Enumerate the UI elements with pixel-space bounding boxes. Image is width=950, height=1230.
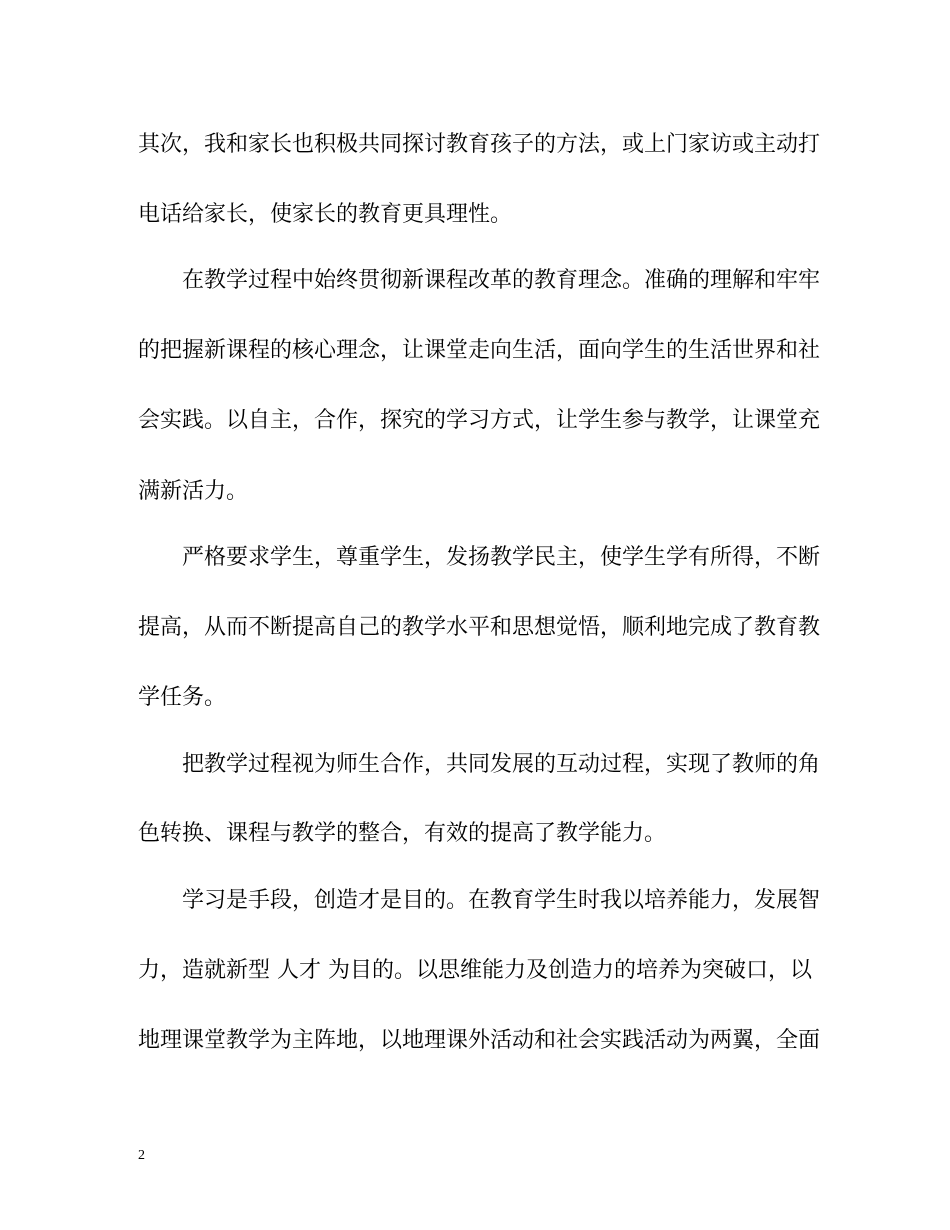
text-line: 的把握新课程的核心理念，让课堂走向生活，面向学生的生活世界和社 (138, 338, 821, 363)
text-line: 力，造就新型 人才 为目的。以思维能力及创造力的培养为突破口，以 (138, 958, 812, 983)
text-line: 在教学过程中始终贯彻新课程改革的教育理念。准确的理解和牢牢 (182, 268, 821, 293)
text-line: 色转换、课程与教学的整合，有效的提高了教学能力。 (138, 821, 667, 846)
text-line: 把教学过程视为师生合作，共同发展的互动过程，实现了教师的角 (182, 752, 821, 777)
text-line: 学习是手段，创造才是目的。在教育学生时我以培养能力，发展智 (182, 888, 821, 913)
text-line: 会实践。以自主，合作，探究的学习方式，让学生参与教学，让课堂充 (138, 408, 821, 433)
text-line: 满新活力。 (138, 479, 249, 504)
text-line: 电话给家长，使家长的教育更具理性。 (138, 202, 513, 227)
text-line: 学任务。 (138, 685, 227, 710)
text-line: 严格要求学生，尊重学生，发扬教学民主，使学生学有所得，不断 (182, 545, 821, 570)
page-number: 2 (138, 1148, 145, 1163)
text-line: 地理课堂教学为主阵地，以地理课外活动和社会实践活动为两翼，全面 (138, 1028, 821, 1053)
text-line: 提高，从而不断提高自己的教学水平和思想觉悟，顺利地完成了教育教 (138, 615, 821, 640)
text-line: 其次，我和家长也积极共同探讨教育孩子的方法，或上门家访或主动打 (138, 132, 821, 157)
